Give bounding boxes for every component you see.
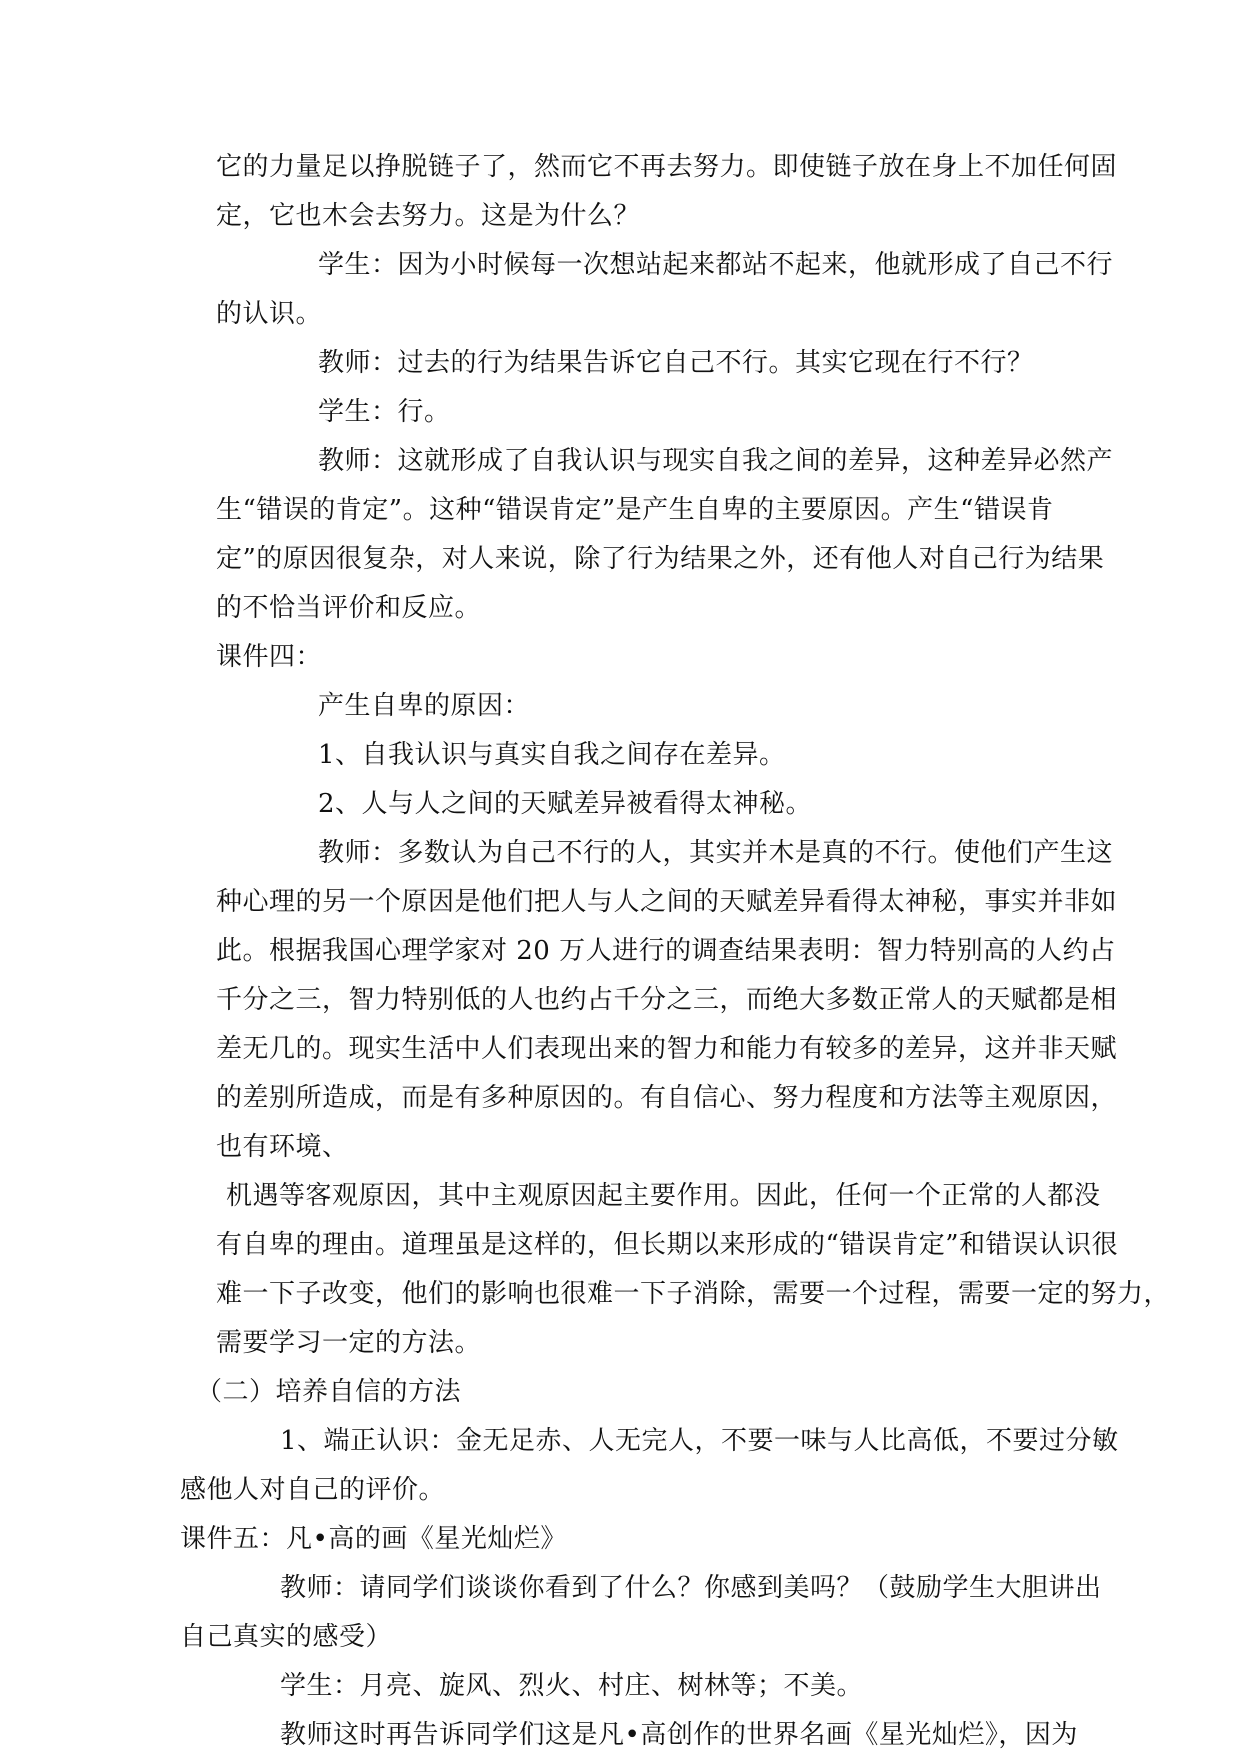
text-line: 的认识。 (216, 299, 323, 329)
text-line: 1、端正认识：金无足赤、人无完人，不要一味与人比高低，不要过分敏 (280, 1426, 1119, 1456)
text-line: 学生：因为小时候每一次想站起来都站不起来，他就形成了自己不行 (318, 250, 1114, 280)
text-line: 也有环境、 (216, 1132, 349, 1162)
text-line: 学生：行。 (318, 397, 451, 427)
text-line: 的差别所造成，而是有多种原因的。有自信心、努力程度和方法等主观原因， (216, 1083, 1118, 1113)
text-line: 定，它也木会去努力。这是为什么？ (216, 201, 641, 231)
text-line: 教师：请同学们谈谈你看到了什么？你感到美吗？（鼓励学生大胆讲出 (280, 1573, 1102, 1603)
text-line: 有自卑的理由。道理虽是这样的，但长期以来形成的“错误肯定”和错误认识很 (216, 1230, 1119, 1260)
text-line: 教师这时再告诉同学们这是凡•高创作的世界名画《星光灿烂》，因为 (280, 1720, 1078, 1750)
text-line: 种心理的另一个原因是他们把人与人之间的天赋差异看得太神秘，事实并非如 (216, 887, 1118, 917)
text-line: 千分之三，智力特别低的人也约占千分之三，而绝大多数正常人的天赋都是相 (216, 985, 1118, 1015)
text-line: 差无几的。现实生活中人们表现出来的智力和能力有较多的差异，这并非天赋 (216, 1034, 1118, 1064)
text-line: 需要学习一定的方法。 (216, 1328, 482, 1358)
text-line: 教师：这就形成了自我认识与现实自我之间的差异，这种差异必然产 (318, 446, 1114, 476)
text-line: 生“错误的肯定”。这种“错误肯定”是产生自卑的主要原因。产生“错误肯 (216, 495, 1054, 525)
text-line: 的不恰当评价和反应。 (216, 593, 482, 623)
text-line: 难一下子改变，他们的影响也很难一下子消除，需要一个过程，需要一定的努力， (216, 1279, 1171, 1309)
text-line: 它的力量足以挣脱链子了，然而它不再去努力。即使链子放在身上不加任何固 (216, 152, 1118, 182)
list-item: 1、自我认识与真实自我之间存在差异。 (318, 740, 786, 770)
text-line: 感他人对自己的评价。 (180, 1475, 446, 1505)
text-line: 教师：多数认为自己不行的人，其实并木是真的不行。使他们产生这 (318, 838, 1114, 868)
section-heading: （二）培养自信的方法 (196, 1377, 462, 1407)
text-line: 此。根据我国心理学家对 20 万人进行的调查结果表明：智力特别高的人约占 (216, 936, 1116, 966)
section-label: 课件五：凡•高的画《星光灿烂》 (180, 1524, 567, 1554)
section-label: 课件四： (216, 642, 323, 672)
text-line: 产生自卑的原因： (318, 691, 531, 721)
text-line: 自己真实的感受） (180, 1622, 393, 1652)
list-item: 2、人与人之间的天赋差异被看得太神秘。 (318, 789, 813, 819)
text-line: 教师：过去的行为结果告诉它自己不行。其实它现在行不行？ (318, 348, 1034, 378)
text-line: 机遇等客观原因，其中主观原因起主要作用。因此，任何一个正常的人都没 (226, 1181, 1101, 1211)
text-line: 学生：月亮、旋风、烈火、村庄、树林等；不美。 (280, 1671, 864, 1701)
text-line: 定”的原因很复杂，对人来说，除了行为结果之外，还有他人对自己行为结果 (216, 544, 1105, 574)
